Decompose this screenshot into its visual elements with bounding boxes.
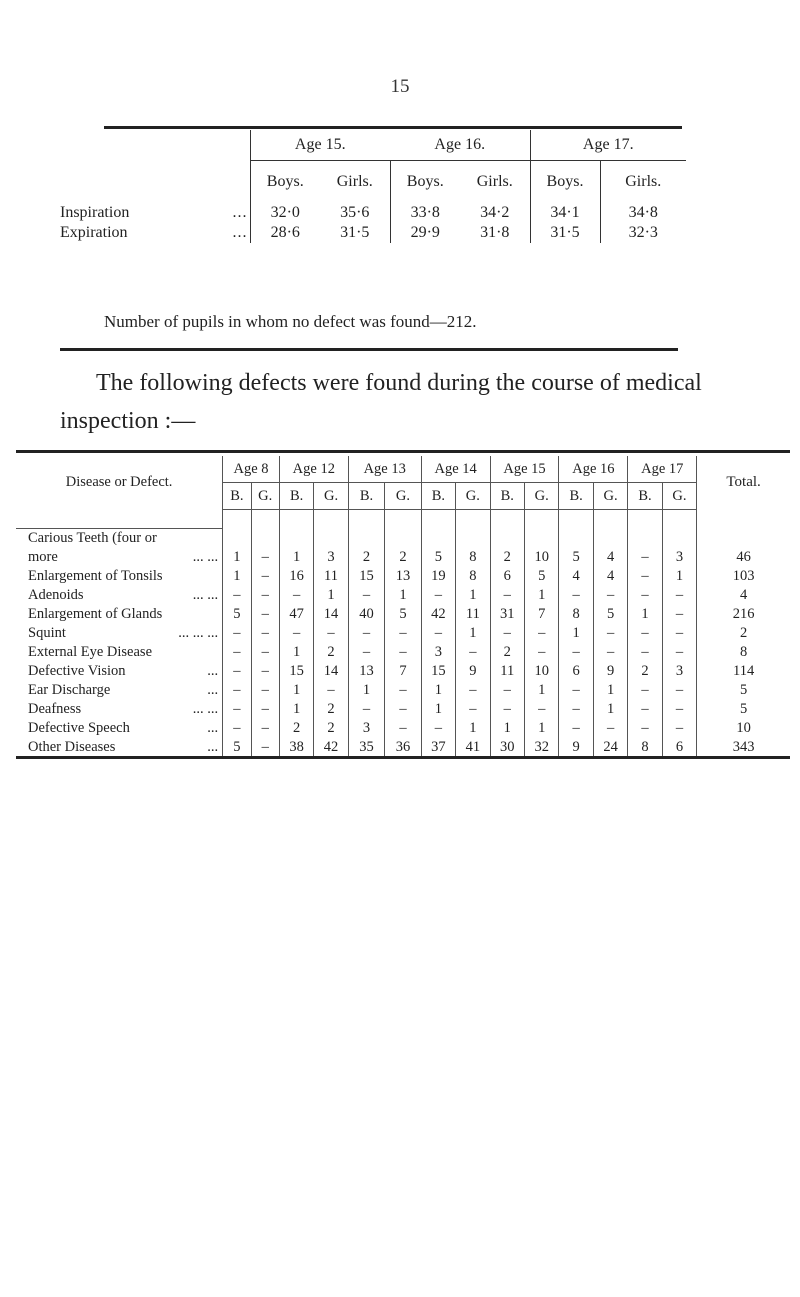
cell: – <box>385 719 421 738</box>
leader-dots: ... <box>232 224 248 241</box>
cell: 24 <box>593 738 627 757</box>
table-row <box>16 738 790 757</box>
cell: 4 <box>593 567 627 586</box>
cell: 32·3 <box>600 223 686 243</box>
cell: 31·5 <box>530 223 600 243</box>
cell: 15 <box>421 662 455 681</box>
cell: – <box>628 719 662 738</box>
cell: – <box>559 643 593 662</box>
total-cell: 216 <box>697 605 790 624</box>
cell: 5 <box>593 605 627 624</box>
sub-header: B. <box>490 483 524 510</box>
cell: 1 <box>559 624 593 643</box>
empty-cell <box>421 528 455 548</box>
cell: 31·8 <box>480 224 510 241</box>
cell: 2 <box>490 643 524 662</box>
defect-name <box>16 681 223 700</box>
cell: – <box>223 662 251 681</box>
cell: 1 <box>421 681 455 700</box>
total-cell: 10 <box>697 719 790 738</box>
age-group-header: Age 16 <box>559 456 628 483</box>
total-cell: 8 <box>697 643 790 662</box>
cell: – <box>628 681 662 700</box>
defect-name <box>16 548 223 567</box>
cell: 11 <box>314 567 348 586</box>
cell: 9 <box>559 738 593 757</box>
cell: – <box>279 586 313 605</box>
cell: 1 <box>525 681 559 700</box>
cell: – <box>251 548 279 567</box>
empty-cell <box>593 528 627 548</box>
sub-header: Boys. <box>390 161 460 204</box>
empty-cell <box>490 528 524 548</box>
cell: – <box>385 700 421 719</box>
cell: 34·2 <box>480 204 510 221</box>
cell: – <box>593 586 627 605</box>
total-cell: 4 <box>697 586 790 605</box>
empty-cell <box>525 528 559 548</box>
leader-dots: ... ... <box>192 548 219 565</box>
column-header-disease: Disease or Defect. <box>65 474 173 491</box>
cell: – <box>593 643 627 662</box>
cell: 32·0 <box>250 203 320 223</box>
cell: – <box>348 700 384 719</box>
defect-name <box>16 624 223 643</box>
age-group-header: Age 15 <box>490 456 559 483</box>
cell: 1 <box>525 719 559 738</box>
cell: – <box>314 624 348 643</box>
cell: – <box>251 567 279 586</box>
cell: 2 <box>314 719 348 738</box>
column-header-total: Total. <box>697 456 790 510</box>
cell: 42 <box>421 605 455 624</box>
cell: 42 <box>314 738 348 757</box>
cell: 38 <box>279 738 313 757</box>
cell: – <box>421 586 455 605</box>
cell: – <box>385 681 421 700</box>
age-group-header: Age 15. <box>250 130 390 161</box>
leader-dots: ... <box>207 719 219 736</box>
cell: 1 <box>421 700 455 719</box>
total-cell: 114 <box>697 662 790 681</box>
cell: 1 <box>279 548 313 567</box>
cell: 16 <box>279 567 313 586</box>
cell: – <box>662 605 696 624</box>
cell: – <box>279 624 313 643</box>
cell: – <box>251 700 279 719</box>
intro-line: The following defects were found during the course of medical <box>96 370 702 396</box>
defect-name <box>16 567 223 586</box>
cell: 10 <box>525 548 559 567</box>
table-row <box>16 586 790 605</box>
cell: 1 <box>628 605 662 624</box>
total-cell: 343 <box>697 738 790 757</box>
cell: 14 <box>314 605 348 624</box>
table-row <box>16 719 790 738</box>
defect-name <box>16 738 223 757</box>
defect-name-text: Enlargement of Tonsils <box>28 567 163 584</box>
cell: 3 <box>314 548 348 567</box>
table-row <box>16 681 790 700</box>
cell: – <box>223 586 251 605</box>
leader-dots: ... ... <box>192 586 219 603</box>
empty-cell <box>348 528 384 548</box>
total-cell: 103 <box>697 567 790 586</box>
cell: 8 <box>456 548 490 567</box>
sub-header: B. <box>223 483 251 510</box>
table-row <box>16 700 790 719</box>
cell: 40 <box>348 605 384 624</box>
cell: 1 <box>279 681 313 700</box>
table-row <box>16 548 790 567</box>
cell: 6 <box>490 567 524 586</box>
defects-body <box>16 528 790 757</box>
cell: – <box>251 662 279 681</box>
cell: – <box>223 719 251 738</box>
cell: 3 <box>662 662 696 681</box>
cell: – <box>456 681 490 700</box>
section-rule <box>60 348 678 351</box>
cell: 1 <box>662 567 696 586</box>
cell: 13 <box>348 662 384 681</box>
cell: 1 <box>456 624 490 643</box>
row-label: Expiration <box>60 224 128 241</box>
cell: – <box>251 605 279 624</box>
cell: – <box>559 586 593 605</box>
cell: 13 <box>385 567 421 586</box>
lung-capacity-table <box>60 130 686 243</box>
sub-header: G. <box>385 483 421 510</box>
age-group-header: Age 17 <box>628 456 697 483</box>
sub-header: Boys. <box>250 161 320 204</box>
age-group-header: Age 16. <box>390 130 530 161</box>
cell: 5 <box>421 548 455 567</box>
cell: 2 <box>628 662 662 681</box>
defect-name-text: Deafness <box>28 700 82 717</box>
cell: 29·9 <box>390 223 460 243</box>
defect-name-text: more <box>28 548 58 565</box>
cell: 35 <box>348 738 384 757</box>
table-row <box>16 624 790 643</box>
sub-header: Boys. <box>530 161 600 204</box>
empty-cell <box>456 528 490 548</box>
cell: 5 <box>559 548 593 567</box>
cell: 15 <box>348 567 384 586</box>
cell: 1 <box>279 700 313 719</box>
defect-name <box>16 605 223 624</box>
cell: 4 <box>559 567 593 586</box>
cell: – <box>559 681 593 700</box>
cell: 5 <box>223 605 251 624</box>
cell: – <box>385 643 421 662</box>
table-row <box>60 223 686 243</box>
leader-dots: ... <box>207 738 219 755</box>
empty-cell <box>251 528 279 548</box>
table-bottom-rule <box>16 756 790 759</box>
cell: 3 <box>421 643 455 662</box>
defect-name-text: Defective Speech <box>28 719 130 736</box>
defect-name-text: Other Diseases <box>28 738 116 755</box>
sub-header: B. <box>559 483 593 510</box>
cell: 1 <box>490 719 524 738</box>
cell: – <box>223 700 251 719</box>
defect-name-text: External Eye Disease <box>28 643 153 660</box>
total-cell: 5 <box>697 700 790 719</box>
defect-name <box>16 662 223 681</box>
cell: 15 <box>279 662 313 681</box>
cell: 41 <box>456 738 490 757</box>
cell: 1 <box>593 681 627 700</box>
cell: 4 <box>593 548 627 567</box>
cell: – <box>348 586 384 605</box>
cell: – <box>223 643 251 662</box>
cell: – <box>593 624 627 643</box>
cell: – <box>525 700 559 719</box>
cell: 1 <box>314 586 348 605</box>
cell: 8 <box>628 738 662 757</box>
table-row <box>16 643 790 662</box>
cell: – <box>223 681 251 700</box>
empty-cell <box>559 528 593 548</box>
defect-name-line: Carious Teeth (four or <box>28 529 157 546</box>
cell: – <box>662 624 696 643</box>
cell: – <box>456 643 490 662</box>
leader-dots: ... ... <box>192 700 219 717</box>
empty-cell <box>385 528 421 548</box>
intro-line: inspection :— <box>60 408 196 434</box>
table-top-rule <box>16 450 790 453</box>
cell: – <box>525 624 559 643</box>
cell: 6 <box>662 738 696 757</box>
top-rule <box>104 126 682 129</box>
total-cell: 5 <box>697 681 790 700</box>
empty-cell <box>662 528 696 548</box>
cell: 7 <box>385 662 421 681</box>
cell: 6 <box>559 662 593 681</box>
defect-name <box>16 700 223 719</box>
leader-dots: ... <box>232 204 248 221</box>
cell: 2 <box>314 643 348 662</box>
cell: – <box>662 700 696 719</box>
cell: 36 <box>385 738 421 757</box>
defect-name <box>16 719 223 738</box>
cell: 7 <box>525 605 559 624</box>
age-group-header: Age 8 <box>223 456 280 483</box>
defect-name-text: Enlargement of Glands <box>28 605 163 622</box>
cell: – <box>421 719 455 738</box>
cell: – <box>525 643 559 662</box>
cell: 8 <box>456 567 490 586</box>
total-cell: 2 <box>697 624 790 643</box>
cell: 1 <box>279 643 313 662</box>
cell: 11 <box>490 662 524 681</box>
cell: 3 <box>662 548 696 567</box>
cell: – <box>628 567 662 586</box>
cell: 2 <box>490 548 524 567</box>
age-group-header: Age 17. <box>530 130 686 161</box>
defect-name <box>16 643 223 662</box>
cell: – <box>628 586 662 605</box>
no-defect-note: Number of pupils in whom no defect was found—212. <box>104 312 477 331</box>
defect-name-text: Squint <box>28 624 66 641</box>
empty-cell <box>279 528 313 548</box>
cell: 34·1 <box>530 203 600 223</box>
cell: 2 <box>314 700 348 719</box>
cell: 32 <box>525 738 559 757</box>
table-row <box>60 203 686 223</box>
sub-header: Girls. <box>476 173 513 190</box>
cell: 5 <box>385 605 421 624</box>
cell: 1 <box>223 567 251 586</box>
cell: 35·6 <box>340 204 370 221</box>
cell: – <box>421 624 455 643</box>
cell: – <box>490 624 524 643</box>
cell: – <box>559 700 593 719</box>
spacer-row <box>16 510 790 529</box>
cell: 8 <box>559 605 593 624</box>
cell: – <box>251 681 279 700</box>
leader-dots: ... <box>207 681 219 698</box>
leader-dots: ... ... ... <box>178 624 219 641</box>
cell: 1 <box>348 681 384 700</box>
sub-header: G. <box>314 483 348 510</box>
defect-name-text: Defective Vision <box>28 662 126 679</box>
cell: 1 <box>525 586 559 605</box>
empty-cell <box>697 528 790 548</box>
empty-cell <box>314 528 348 548</box>
cell: 33·8 <box>390 203 460 223</box>
row-label: Inspiration <box>60 204 130 221</box>
sub-header: B. <box>421 483 455 510</box>
sub-header: Girls. <box>336 173 373 190</box>
sub-header: B. <box>279 483 313 510</box>
cell: – <box>662 643 696 662</box>
cell: – <box>314 681 348 700</box>
age-group-header: Age 12 <box>279 456 348 483</box>
defect-name-text: Ear Discharge <box>28 681 111 698</box>
sub-header: B. <box>628 483 662 510</box>
cell: – <box>559 719 593 738</box>
table-row <box>16 605 790 624</box>
cell: 28·6 <box>250 223 320 243</box>
defect-name-text: Adenoids <box>28 586 84 603</box>
leader-dots: ... <box>207 662 219 679</box>
sub-header: G. <box>662 483 696 510</box>
cell: – <box>662 719 696 738</box>
cell: 5 <box>525 567 559 586</box>
cell: 2 <box>279 719 313 738</box>
cell: – <box>348 624 384 643</box>
cell: – <box>251 586 279 605</box>
cell: 30 <box>490 738 524 757</box>
cell: 9 <box>593 662 627 681</box>
cell: 10 <box>525 662 559 681</box>
cell: – <box>628 548 662 567</box>
cell: 14 <box>314 662 348 681</box>
sub-header: Girls. <box>600 161 686 204</box>
sub-header: B. <box>348 483 384 510</box>
cell: – <box>251 624 279 643</box>
page-number: 15 <box>390 76 410 97</box>
total-cell: 46 <box>697 548 790 567</box>
intro-paragraph <box>60 364 760 440</box>
cell: – <box>348 643 384 662</box>
cell: – <box>251 719 279 738</box>
table-row <box>16 662 790 681</box>
age-group-header: Age 14 <box>421 456 490 483</box>
cell: – <box>593 719 627 738</box>
cell: 31·5 <box>340 224 370 241</box>
empty-cell <box>628 528 662 548</box>
sub-header: G. <box>456 483 490 510</box>
sub-header: G. <box>525 483 559 510</box>
cell: 19 <box>421 567 455 586</box>
cell: – <box>490 681 524 700</box>
cell: – <box>490 586 524 605</box>
cell: 1 <box>456 719 490 738</box>
sub-header: G. <box>593 483 627 510</box>
cell: – <box>251 643 279 662</box>
cell: 1 <box>223 548 251 567</box>
cell: 11 <box>456 605 490 624</box>
table-row <box>16 567 790 586</box>
empty-cell <box>223 528 251 548</box>
cell: – <box>628 643 662 662</box>
sub-header: G. <box>251 483 279 510</box>
cell: 37 <box>421 738 455 757</box>
cell: – <box>456 700 490 719</box>
defects-table <box>16 456 790 757</box>
age-group-header: Age 13 <box>348 456 421 483</box>
cell: 2 <box>348 548 384 567</box>
cell: – <box>385 624 421 643</box>
cell: 1 <box>385 586 421 605</box>
cell: – <box>223 624 251 643</box>
cell: – <box>662 586 696 605</box>
cell: 1 <box>456 586 490 605</box>
cell: 47 <box>279 605 313 624</box>
cell: – <box>662 681 696 700</box>
table-row-continuation <box>16 528 790 548</box>
cell: 2 <box>385 548 421 567</box>
cell: 34·8 <box>600 203 686 223</box>
cell: – <box>251 738 279 757</box>
cell: 3 <box>348 719 384 738</box>
cell: 9 <box>456 662 490 681</box>
defect-name <box>16 586 223 605</box>
cell: 1 <box>593 700 627 719</box>
cell: 31 <box>490 605 524 624</box>
cell: – <box>490 700 524 719</box>
cell: 5 <box>223 738 251 757</box>
cell: – <box>628 700 662 719</box>
cell: – <box>628 624 662 643</box>
